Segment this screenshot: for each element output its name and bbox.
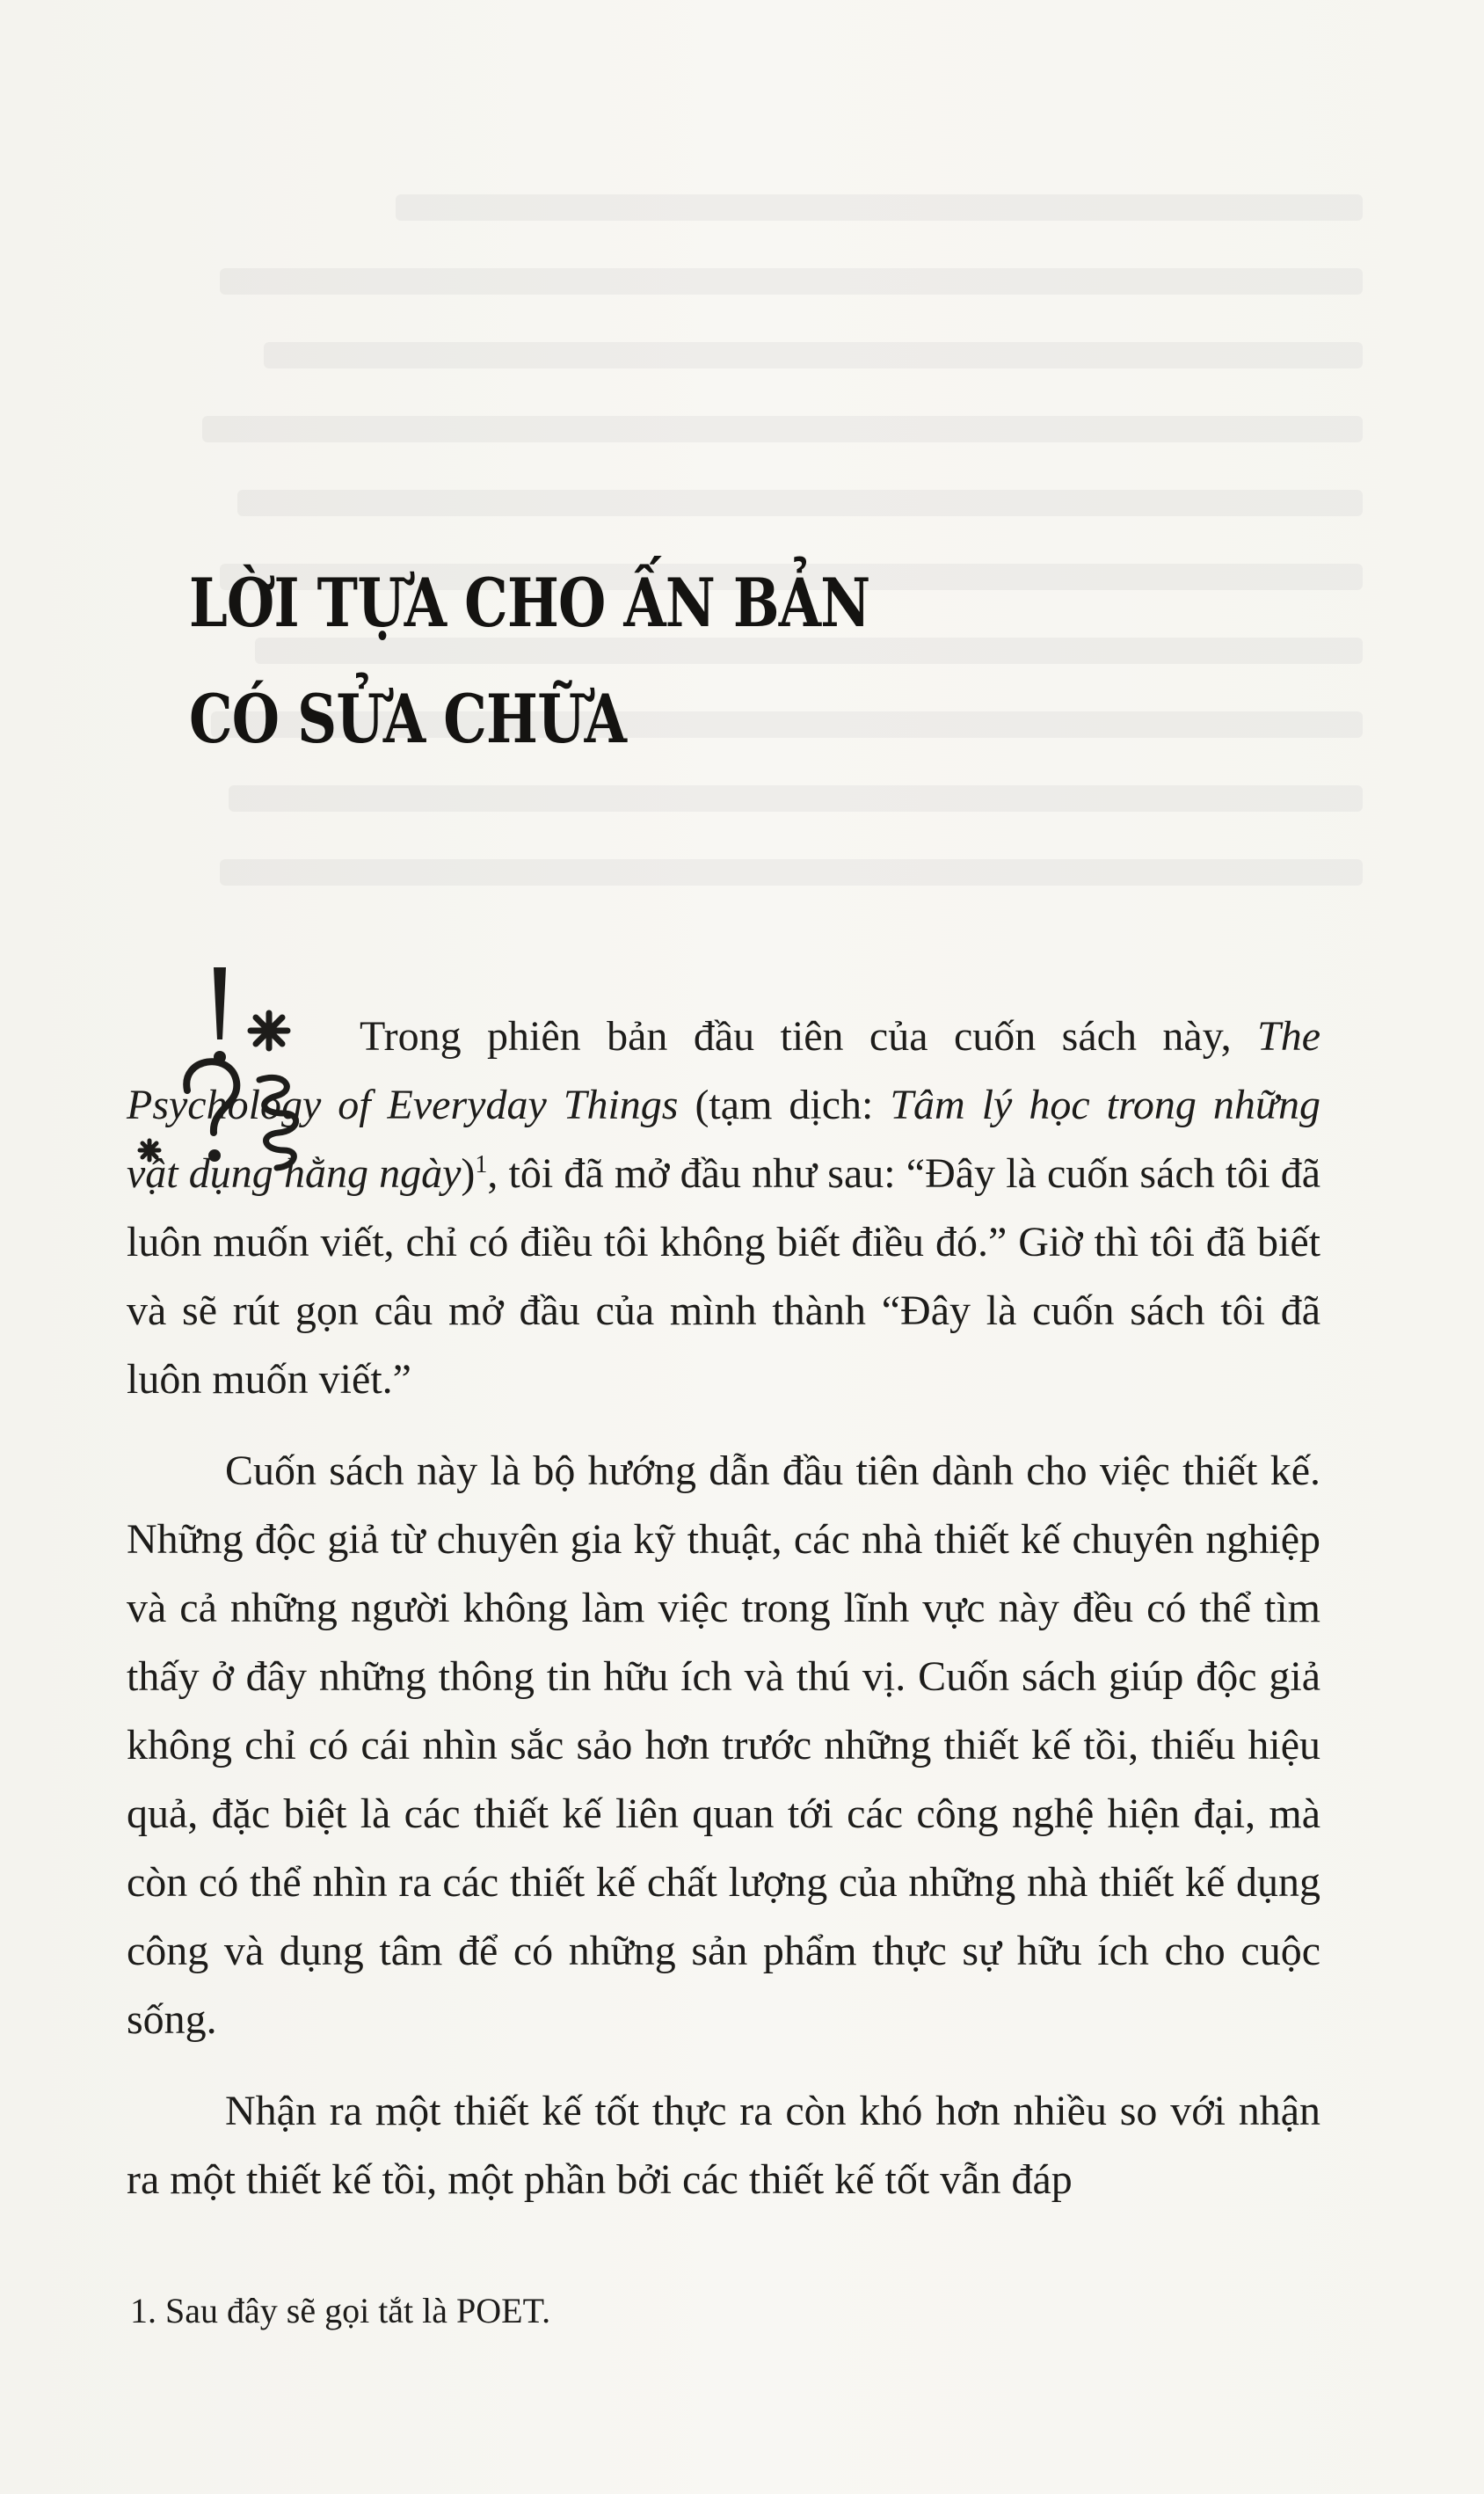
paragraph-1-text-d: , tôi đã mở đầu như sau: “Đây là cuốn sách tôi đã luôn muốn viết, chỉ có điều tôi không biết điều đó.” Giờ thì tôi đã biết và sẽ rút gọn câu mở đầu của mình thành “Đây là cuốn sách tôi đã luôn muốn viết.”	[127, 1150, 1320, 1403]
body-text	[127, 1003, 1320, 2237]
paragraph-1-text-b: (tạm dịch:	[678, 1082, 891, 1128]
footnote-marker: 1	[475, 1151, 488, 1178]
book-title-vietnamese: Tâm lý học trong những vật dụng hằng ngày	[127, 1082, 1321, 1197]
paragraph-2: Cuốn sách này là bộ hướng dẫn đầu tiên dành cho việc thiết kế. Những độc giả từ chuyên gia kỹ thuật, các nhà thiết kế chuyên nghiệp và cả những người không làm việc trong lĩnh vực này đều có thể tìm thấy ở đây những thông tin hữu ích và thú vị. Cuốn sách giúp độc giả không chỉ có cái nhìn sắc sảo hơn trước những thiết kế tồi, thiếu hiệu quả, đặc biệt là các thiết kế liên quan tới các công nghệ hiện đại, mà còn có thể nhìn ra các thiết kế chất lượng của những nhà thiết kế dụng công và dụng tâm để có những sản phẩm thực sự hữu ích cho cuộc sống.	[127, 1448, 1320, 2043]
chapter-title-line-2: CÓ SỬA CHỮA	[189, 680, 627, 758]
chapter-title	[189, 545, 869, 777]
footnote: 1. Sau đây sẽ gọi tắt là POET.	[130, 2291, 551, 2330]
paragraph-1	[127, 1003, 1320, 1414]
paragraph-3: Nhận ra một thiết kế tốt thực ra còn khó hơn nhiều so với nhận ra một thiết kế tồi, một phần bởi các thiết kế tốt vẫn đáp	[127, 2088, 1320, 2203]
reverse-page-bleed-through	[132, 167, 1363, 906]
chapter-title-line-1: LỜI TỰA CHO ẤN BẢN	[189, 564, 870, 642]
paragraph-1-text-c: )	[461, 1150, 476, 1197]
book-title-english: The Psychology of Everyday Things	[127, 1013, 1320, 1128]
paragraph-1-text-a: Trong phiên bản đầu tiên của cuốn sách này,	[360, 1013, 1257, 1060]
